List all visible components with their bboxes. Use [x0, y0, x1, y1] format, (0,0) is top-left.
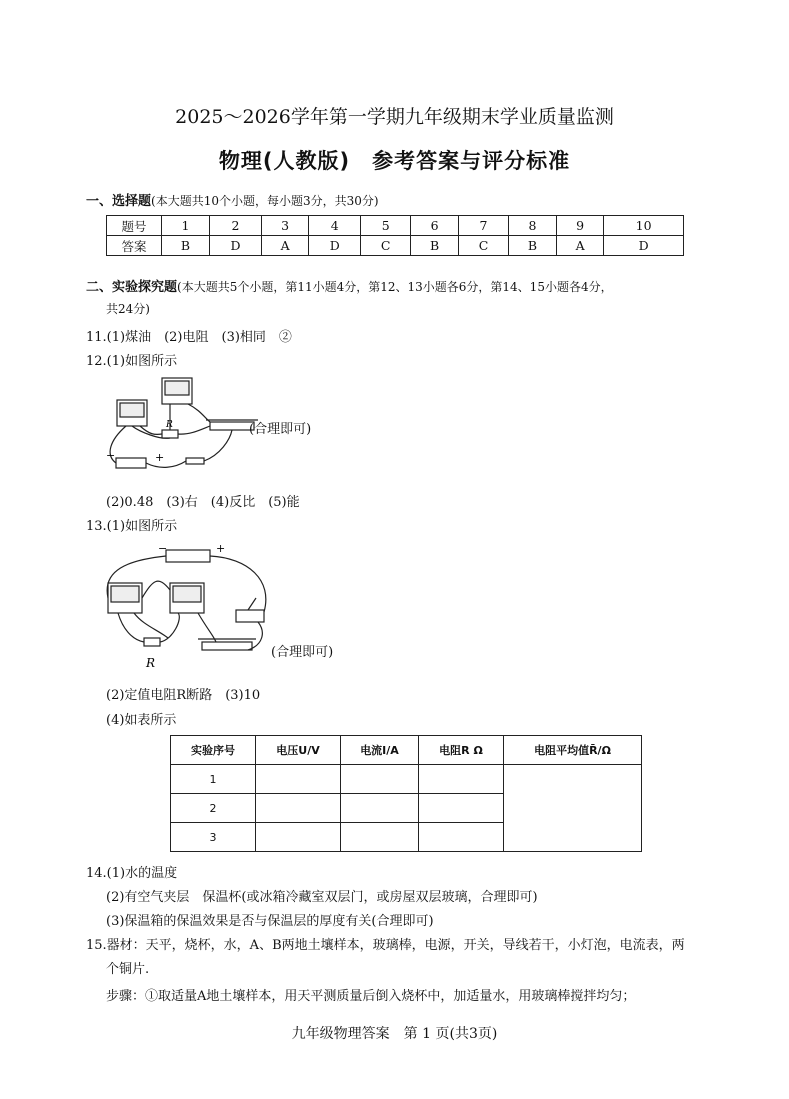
q14-line2: (2)有空气夹层 保温杯(或冰箱冷藏室双层门，或房屋双层玻璃，合理即可) [106, 890, 538, 905]
section2-note-2: 共24分) [106, 302, 150, 316]
q12-diagram-note: (合理即可) [249, 422, 312, 437]
empty-cell [256, 765, 341, 794]
empty-cell [341, 823, 419, 852]
battery-plus-label: + [216, 542, 226, 555]
battery-icon [116, 458, 146, 468]
q14-line1: 14.(1)水的温度 [86, 866, 178, 881]
q15-line2: 个铜片. [106, 962, 150, 977]
section1-heading: 一、选择题 [86, 194, 152, 209]
question-number: 1 [162, 216, 210, 236]
answer-cell: B [508, 236, 556, 256]
multiple-choice-answer-table [106, 215, 684, 256]
header-current: 电流I/A [341, 736, 419, 765]
q12-circuit-diagram [100, 370, 270, 480]
q15-line1: 15.器材：天平，烧杯，水，A、B两地土壤样本，玻璃棒，电源，开关，导线若干，小灯泡，电流表，两 [86, 938, 685, 953]
q11-answer: 11.(1)煤油 (2)电阻 (3)相同 ② [86, 330, 292, 345]
rheostat-icon [210, 422, 254, 430]
q13-line1: 13.(1)如图所示 [86, 519, 178, 534]
header-average-resistance: 电阻平均值R̄/Ω [504, 736, 642, 765]
answer-cell: D [309, 236, 361, 256]
question-number: 7 [459, 216, 509, 236]
answer-cell: C [361, 236, 411, 256]
section1-note: (本大题共10个小题，每小题3分，共30分) [151, 194, 379, 208]
row-label-answer: 答案 [107, 236, 162, 256]
empty-cell [419, 823, 504, 852]
question-number: 3 [262, 216, 309, 236]
answer-cell: B [411, 236, 459, 256]
question-number: 4 [309, 216, 361, 236]
q12-line1: 12.(1)如图所示 [86, 354, 178, 369]
battery-minus-label: − [158, 542, 168, 555]
empty-cell [341, 794, 419, 823]
trial-number: 3 [171, 823, 256, 852]
q14-line3: (3)保温箱的保温效果是否与保温层的厚度有关(合理即可) [106, 914, 434, 929]
answer-cell: A [262, 236, 309, 256]
empty-cell [419, 765, 504, 794]
q13-diagram-note: (合理即可) [271, 645, 334, 660]
resistor-icon [144, 638, 160, 646]
answer-cell: B [162, 236, 210, 256]
answer-cell: C [459, 236, 509, 256]
rheostat-icon [202, 642, 252, 650]
header-resistance: 电阻R Ω [419, 736, 504, 765]
switch-icon [186, 458, 204, 464]
question-number: 6 [411, 216, 459, 236]
header-trial-number: 实验序号 [171, 736, 256, 765]
q13-line2: (2)定值电阻R断路 (3)10 [106, 688, 261, 703]
answer-cell: A [556, 236, 603, 256]
header-voltage: 电压U/V [256, 736, 341, 765]
resistor-icon [162, 430, 178, 438]
battery-plus-label: + [155, 451, 165, 464]
answer-cell: D [210, 236, 262, 256]
table-row [171, 765, 642, 794]
q13-circuit-diagram [98, 540, 278, 672]
question-number: 8 [508, 216, 556, 236]
section2-heading-line [86, 276, 613, 295]
section2-heading: 二、实验探究题 [86, 280, 178, 295]
question-number: 2 [210, 216, 262, 236]
resistor-label: R [146, 656, 156, 670]
switch-icon [236, 610, 264, 622]
q15-line3: 步骤：①取适量A地土壤样本，用天平测质量后倒入烧杯中，加适量水，用玻璃棒搅拌均匀； [106, 989, 636, 1004]
answer-cell: D [604, 236, 684, 256]
empty-cell [419, 794, 504, 823]
question-number: 5 [361, 216, 411, 236]
question-number-row [107, 216, 684, 236]
trial-number: 1 [171, 765, 256, 794]
resistor-label: R [166, 420, 173, 430]
battery-minus-label: − [106, 449, 116, 462]
q13-line3: (4)如表所示 [106, 713, 177, 728]
empty-cell [256, 823, 341, 852]
table-header-row [171, 736, 642, 765]
section2-note-1: (本大题共5个小题，第11小题4分，第12、13小题各6分，第14、15小题各4分， [177, 280, 613, 294]
document-title: 2025～2026学年第一学期九年级期末学业质量监测 [175, 106, 614, 128]
question-number: 9 [556, 216, 603, 236]
section1-heading-line [86, 190, 379, 209]
empty-cell [341, 765, 419, 794]
average-cell [504, 765, 642, 852]
battery-icon [166, 550, 210, 562]
trial-number: 2 [171, 794, 256, 823]
page-footer: 九年级物理答案 第 1 页(共3页) [291, 1026, 498, 1042]
answer-row [107, 236, 684, 256]
question-number: 10 [604, 216, 684, 236]
empty-cell [256, 794, 341, 823]
experiment-data-table [170, 735, 642, 852]
row-label-question: 题号 [107, 216, 162, 236]
document-subtitle: 物理(人教版) 参考答案与评分标准 [218, 149, 571, 173]
q12-line2: (2)0.48 (3)右 (4)反比 (5)能 [106, 495, 300, 510]
